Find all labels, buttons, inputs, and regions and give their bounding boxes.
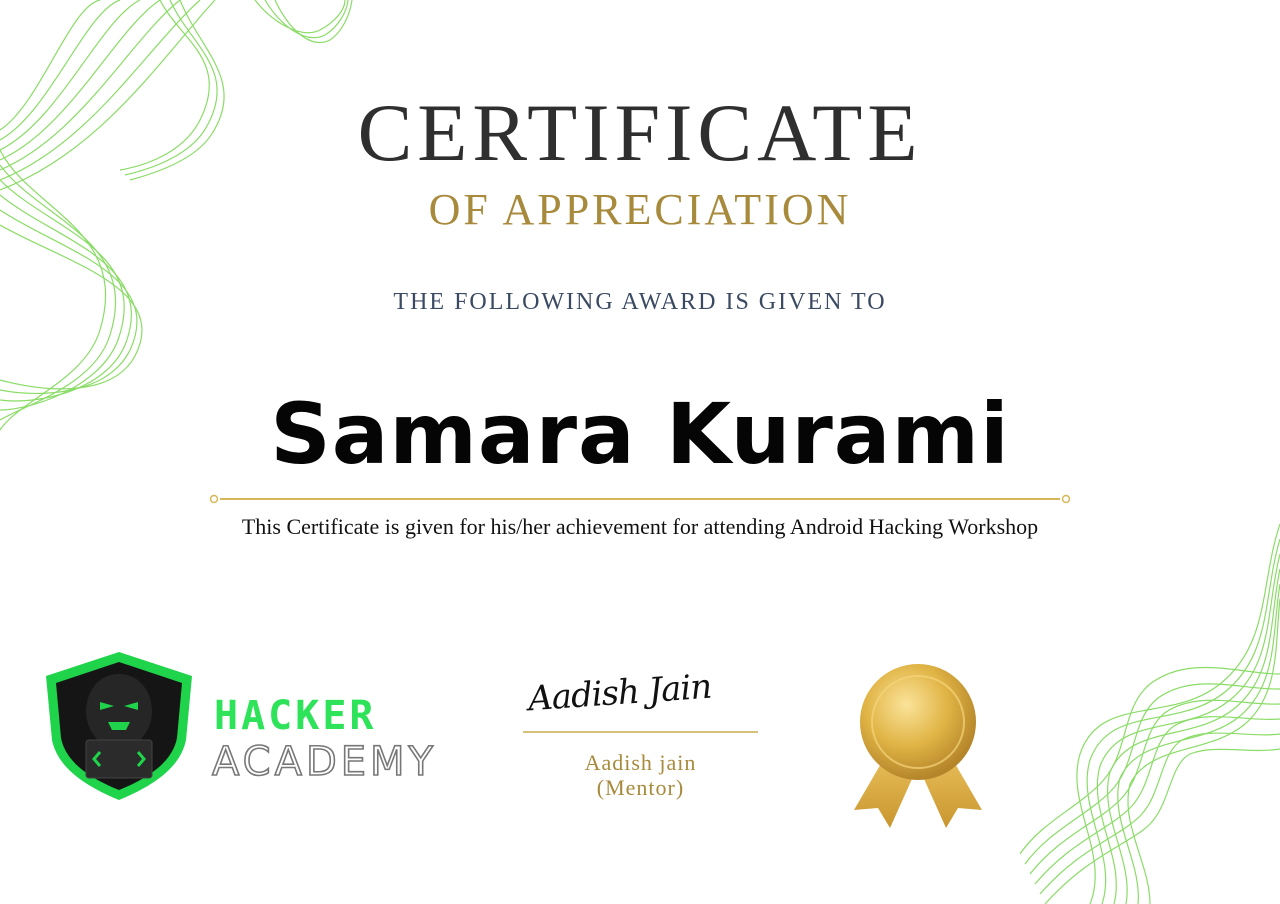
hacker-shield-logo-icon [40, 648, 198, 804]
certificate-statement: This Certificate is given for his/her achievement for attending Android Hacking Workshop [241, 514, 1039, 539]
gold-divider [208, 492, 1072, 506]
certificate-title: CERTIFICATE [357, 87, 923, 178]
mentor-signature: Aadish Jain [526, 666, 713, 720]
award-statement: THE FOLLOWING AWARD IS GIVEN TO [393, 289, 887, 315]
recipient-name: Samara Kurami [270, 385, 1010, 483]
gold-medal-icon [848, 660, 988, 835]
mentor-role: (Mentor) [596, 775, 685, 800]
wave-decoration-bottom-right [1020, 524, 1280, 904]
certificate-subtitle: OF APPRECIATION [428, 185, 852, 234]
brand-name-hacker: HACKER [214, 693, 377, 739]
brand-name-academy: ACADEMY [212, 739, 437, 785]
signature-line [523, 731, 758, 733]
mentor-name: Aadish jain [584, 750, 697, 775]
